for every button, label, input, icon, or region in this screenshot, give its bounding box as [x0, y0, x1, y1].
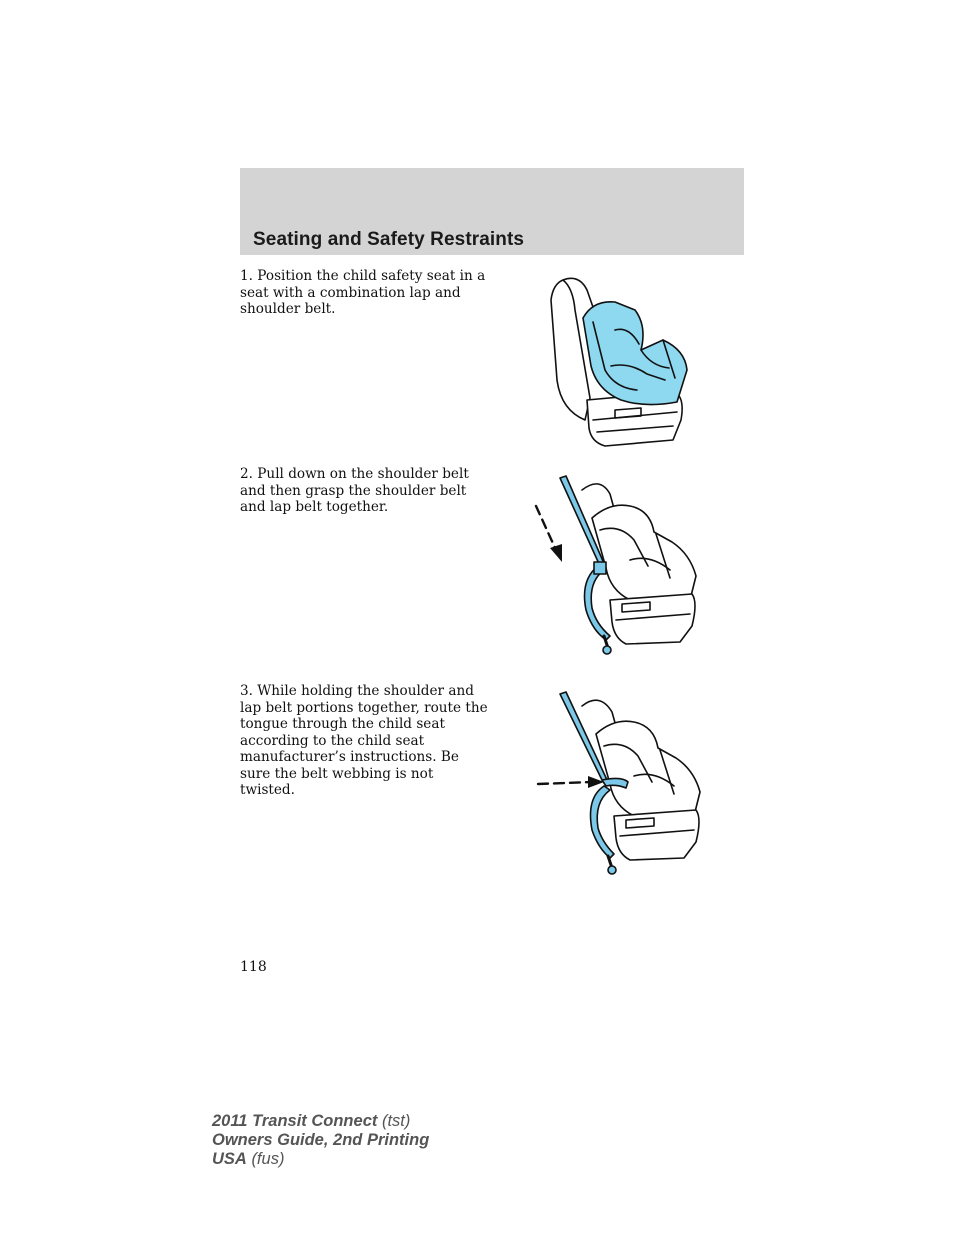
footer-market-code: (fus) [251, 1150, 285, 1168]
footer-market: USA [212, 1150, 247, 1168]
footer-line-2 [212, 1131, 429, 1150]
footer-model: 2011 Transit Connect [212, 1112, 378, 1130]
route-belt-tongue-through-seat-illustration [532, 690, 710, 876]
pull-shoulder-belt-down-illustration [530, 470, 705, 658]
page-number: 118 [240, 959, 267, 975]
step-1-text: 1. Position the child safety seat in a seat with a combination lap and shoulder belt. [240, 268, 486, 317]
step-2-text: 2. Pull down on the shoulder belt and then grasp the shoulder belt and lap belt together. [240, 466, 469, 515]
footer-printing: Owners Guide, 2nd Printing [212, 1131, 430, 1149]
section-header-band [240, 168, 744, 255]
footer-line-1 [212, 1112, 429, 1131]
footer-line-3 [212, 1150, 429, 1169]
child-seat-in-vehicle-seat-illustration [545, 270, 695, 452]
step-3-text: 3. While holding the shoulder and lap belt portions together, route the tongue through the child seat according to the child seat manufacturer’s instructions. Be sure the belt webbing is not twisted. [240, 683, 488, 798]
section-title: Seating and Safety Restraints [253, 229, 525, 250]
document-footer [212, 1112, 429, 1169]
footer-model-code: (tst) [381, 1112, 411, 1130]
